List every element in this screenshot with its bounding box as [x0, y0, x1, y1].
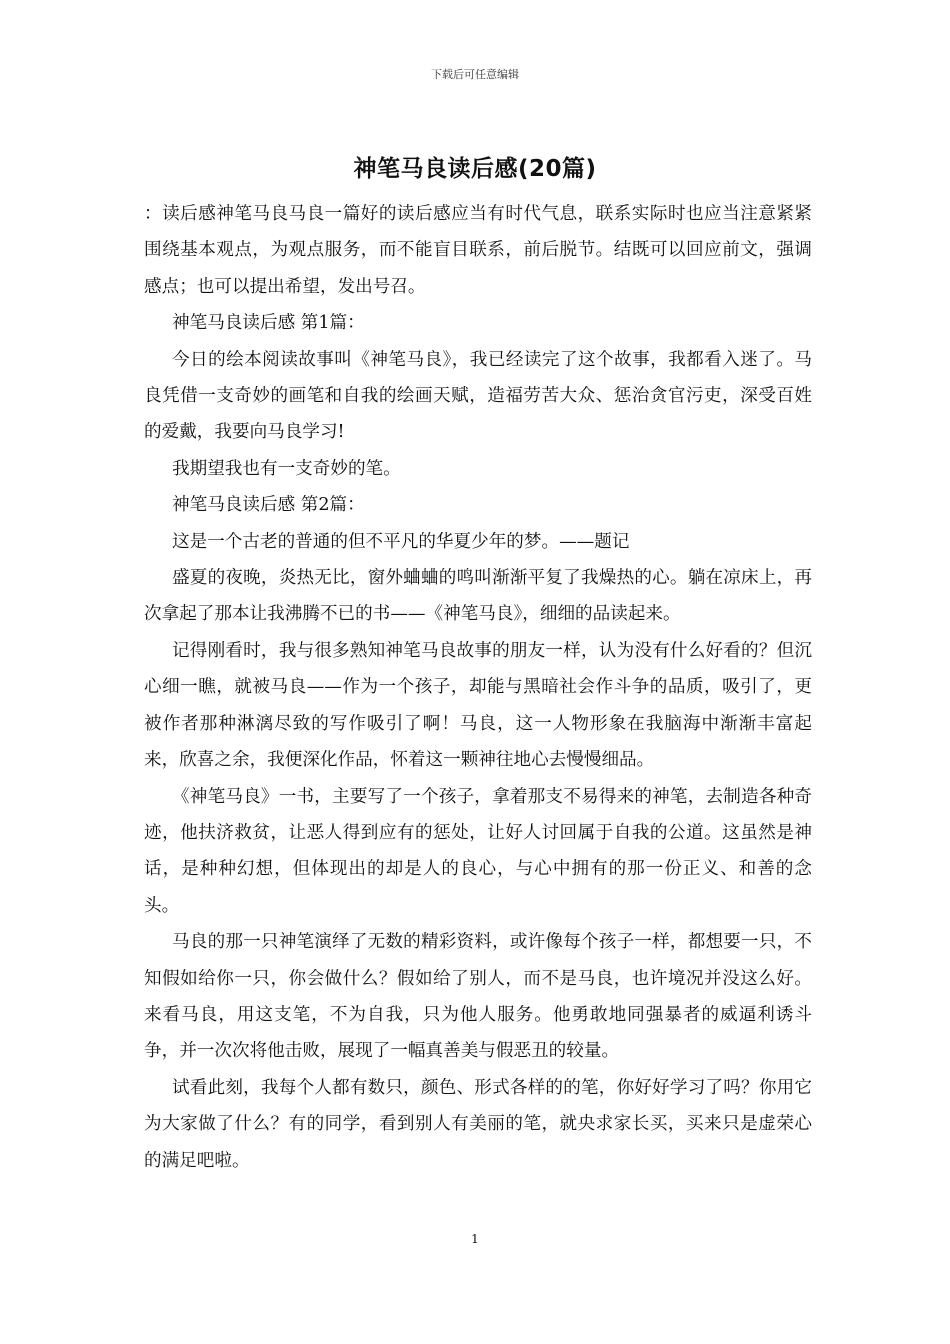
paragraph: 试看此刻，我每个人都有数只，颜色、形式各样的的笔，你好好学习了吗？你用它为大家做了什么？有的同学，看到别人有美丽的笔，就央求家长买，买来只是虚荣心的满足吧啦。	[144, 1077, 812, 1171]
section-heading-2: 神笔马良读后感 第2篇：	[172, 495, 365, 516]
paragraph: 记得刚看时，我与很多熟知神笔马良故事的朋友一样，认为没有什么好看的？但沉心细一瞧，就被马良——作为一个孩子，却能与黑暗社会作斗争的品质，吸引了，更被作者那种淋漓尽致的写作吸引了啊！马良，这一人物形象在我脑海中渐渐丰富起来，欣喜之余，我便深化作品，怀着这一颗神往地心去慢慢细品。	[144, 640, 812, 771]
section-heading-1: 神笔马良读后感 第1篇：	[172, 313, 365, 334]
header-note: 下载后可任意编辑	[431, 68, 519, 81]
intro-paragraph: ：读后感神笔马良马良一篇好的读后感应当有时代气息，联系实际时也应当注意紧紧围绕基本观点，为观点服务，而不能盲目联系，前后脱节。结既可以回应前文，强调感点；也可以提出希望，发出号召。	[144, 204, 812, 297]
paragraph: 今日的绘本阅读故事叫《神笔马良》，我已经读完了这个故事，我都看入迷了。马良凭借一支奇妙的画笔和自我的绘画天赋，造福劳苦大众、惩治贪官污吏，深受百姓的爱戴，我要向马良学习!	[144, 349, 812, 443]
paragraph: 我期望我也有一支奇妙的笔。	[172, 458, 401, 479]
document-title: 神笔马良读后感(20篇)	[353, 156, 597, 182]
paragraph: 《神笔马良》一书，主要写了一个孩子，拿着那支不易得来的神笔，去制造各种奇迹，他扶济救贫，让恶人得到应有的惩处，让好人讨回属于自我的公道。这虽然是神话，是种种幻想，但体现出的却是人的良心，与心中拥有的那一份正义、和善的念头。	[144, 786, 812, 916]
page-number: 1	[471, 1232, 479, 1246]
paragraph: 盛夏的夜晚，炎热无比，窗外蛐蛐的鸣叫渐渐平复了我燥热的心。躺在凉床上，再次拿起了那本让我沸腾不已的书——《神笔马良》，细细的品读起来。	[144, 568, 812, 625]
epigraph: 这是一个古老的普通的但不平凡的华夏少年的梦。——题记	[172, 531, 630, 552]
document-body	[144, 196, 812, 1179]
paragraph: 马良的那一只神笔演绎了无数的精彩资料，或许像每个孩子一样，都想要一只，不知假如给你一只，你会做什么？假如给了别人，而不是马良，也许境况并没这么好。来看马良，用这支笔，不为自我，只为他人服务。他勇敢地同强暴者的威逼利诱斗争，并一次次将他击败，展现了一幅真善美与假恶丑的较量。	[144, 932, 812, 1062]
